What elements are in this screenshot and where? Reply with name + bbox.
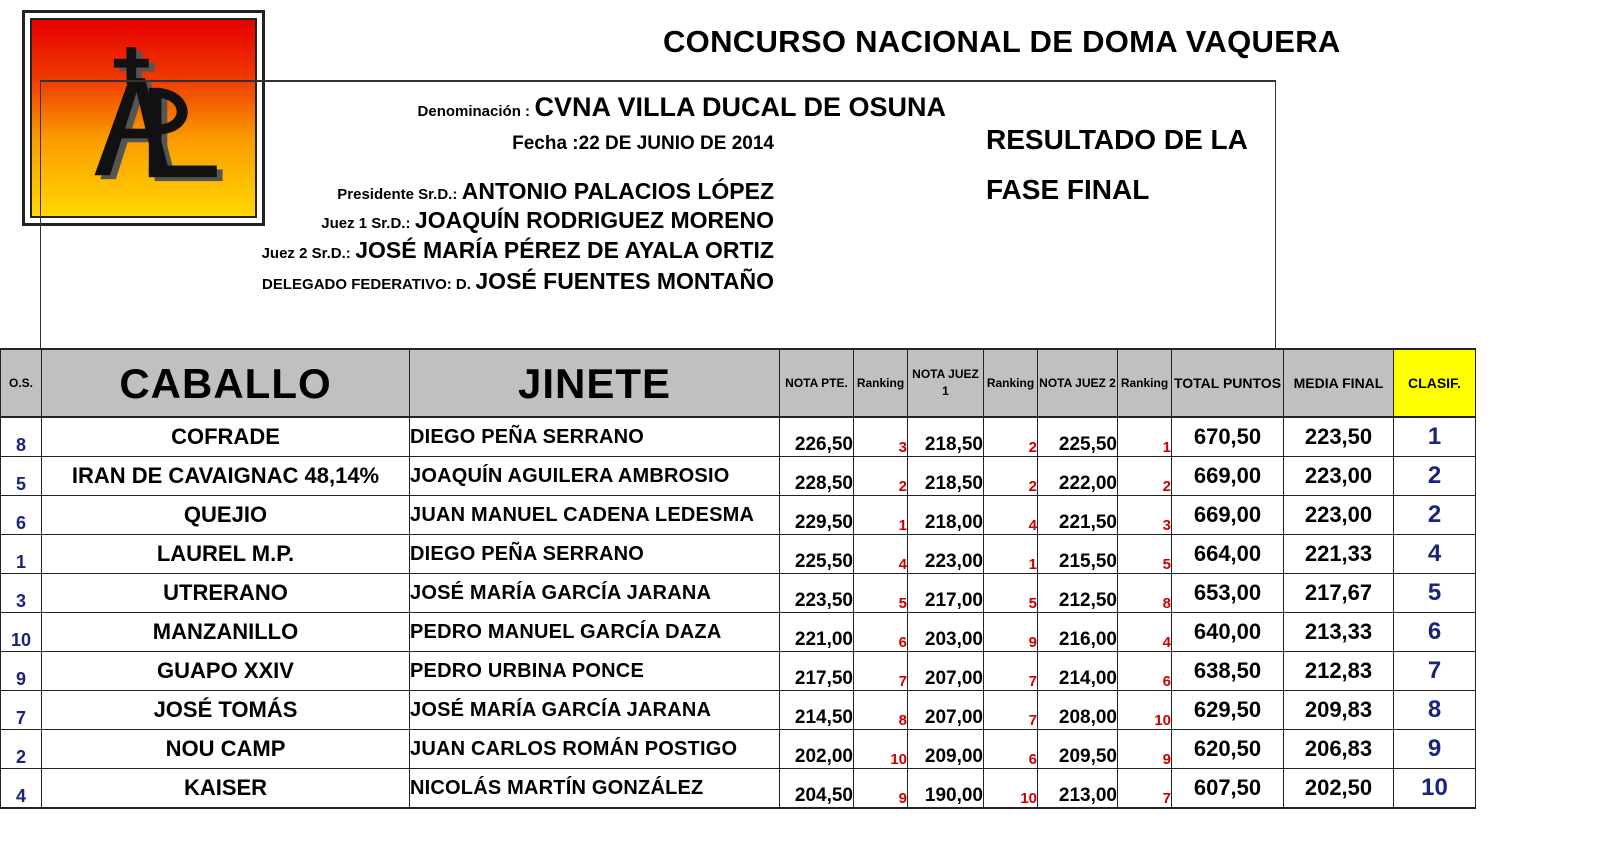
cell-nota-j1: 218,50 <box>908 417 984 457</box>
cell-clasif: 5 <box>1394 574 1476 613</box>
header-os: O.S. <box>1 349 42 417</box>
presidente-line <box>337 178 774 205</box>
juez1-label: Juez 1 Sr.D.: <box>321 215 411 232</box>
cell-nota-pte: 229,50 <box>780 496 854 535</box>
header-clasif: CLASIF. <box>1394 349 1476 417</box>
cell-media: 223,00 <box>1284 457 1394 496</box>
cell-os: 3 <box>1 574 42 613</box>
cell-jinete: JOAQUÍN AGUILERA AMBROSIO <box>410 457 780 496</box>
cell-rank-j2: 8 <box>1118 574 1172 613</box>
cell-rank-j1: 5 <box>984 574 1038 613</box>
cell-nota-pte: 204,50 <box>780 769 854 809</box>
cell-rank-j2: 6 <box>1118 652 1172 691</box>
cell-nota-j1: 207,00 <box>908 652 984 691</box>
cell-nota-j1: 217,00 <box>908 574 984 613</box>
table-header-row <box>1 349 1476 417</box>
cell-os: 4 <box>1 769 42 809</box>
table-row <box>1 417 1476 457</box>
delegado-value: JOSÉ FUENTES MONTAÑO <box>475 268 774 294</box>
fecha: Fecha :22 DE JUNIO DE 2014 <box>512 133 774 154</box>
cell-rank-j1: 1 <box>984 535 1038 574</box>
cell-nota-pte: 223,50 <box>780 574 854 613</box>
cell-total: 607,50 <box>1172 769 1284 809</box>
cell-rank-pte: 4 <box>854 535 908 574</box>
presidente-value: ANTONIO PALACIOS LÓPEZ <box>461 178 774 204</box>
cell-clasif: 2 <box>1394 457 1476 496</box>
table-row <box>1 652 1476 691</box>
cell-rank-j1: 2 <box>984 457 1038 496</box>
cell-media: 217,67 <box>1284 574 1394 613</box>
cell-nota-pte: 214,50 <box>780 691 854 730</box>
cell-total: 620,50 <box>1172 730 1284 769</box>
cell-total: 653,00 <box>1172 574 1284 613</box>
cell-rank-j2: 4 <box>1118 613 1172 652</box>
cell-caballo: QUEJIO <box>42 496 410 535</box>
cell-rank-pte: 1 <box>854 496 908 535</box>
cell-nota-j1: 218,50 <box>908 457 984 496</box>
juez1-line <box>321 207 774 234</box>
delegado-line <box>262 268 774 295</box>
juez2-label: Juez 2 Sr.D.: <box>261 245 351 262</box>
cell-rank-j2: 5 <box>1118 535 1172 574</box>
cell-media: 223,50 <box>1284 417 1394 457</box>
header-ranking-juez1: Ranking <box>984 349 1038 417</box>
cell-nota-j2: 216,00 <box>1038 613 1118 652</box>
cell-rank-pte: 10 <box>854 730 908 769</box>
cell-caballo: COFRADE <box>42 417 410 457</box>
table-row <box>1 535 1476 574</box>
cell-rank-pte: 3 <box>854 417 908 457</box>
cell-media: 221,33 <box>1284 535 1394 574</box>
header-nota-juez2: NOTA JUEZ 2 <box>1038 349 1118 417</box>
header-nota-juez1: NOTA JUEZ 1 <box>908 349 984 417</box>
cell-clasif: 6 <box>1394 613 1476 652</box>
denominacion-line <box>418 92 946 123</box>
juez2-line <box>262 237 774 264</box>
cell-rank-j1: 6 <box>984 730 1038 769</box>
cell-jinete: JUAN MANUEL CADENA LEDESMA <box>410 496 780 535</box>
cell-caballo: KAISER <box>42 769 410 809</box>
delegado-label: DELEGADO FEDERATIVO: D. <box>262 276 471 293</box>
cell-caballo: NOU CAMP <box>42 730 410 769</box>
results-table <box>0 348 1476 809</box>
cell-os: 10 <box>1 613 42 652</box>
cell-nota-pte: 225,50 <box>780 535 854 574</box>
header-caballo: CABALLO <box>42 349 410 417</box>
cell-total: 629,50 <box>1172 691 1284 730</box>
cell-os: 8 <box>1 417 42 457</box>
cell-nota-pte: 228,50 <box>780 457 854 496</box>
cell-media: 202,50 <box>1284 769 1394 809</box>
cell-rank-j2: 9 <box>1118 730 1172 769</box>
cell-jinete: PEDRO URBINA PONCE <box>410 652 780 691</box>
cell-os: 9 <box>1 652 42 691</box>
cell-total: 669,00 <box>1172 496 1284 535</box>
cell-media: 223,00 <box>1284 496 1394 535</box>
cell-nota-j2: 222,00 <box>1038 457 1118 496</box>
cell-os: 7 <box>1 691 42 730</box>
presidente-label: Presidente Sr.D.: <box>337 186 458 203</box>
cell-media: 206,83 <box>1284 730 1394 769</box>
cell-nota-pte: 221,00 <box>780 613 854 652</box>
table-row <box>1 574 1476 613</box>
cell-caballo: MANZANILLO <box>42 613 410 652</box>
cell-rank-j2: 7 <box>1118 769 1172 809</box>
cell-jinete: NICOLÁS MARTÍN GONZÁLEZ <box>410 769 780 809</box>
cell-nota-j2: 221,50 <box>1038 496 1118 535</box>
cell-nota-j1: 207,00 <box>908 691 984 730</box>
cell-nota-j2: 209,50 <box>1038 730 1118 769</box>
cell-os: 1 <box>1 535 42 574</box>
cell-rank-j1: 4 <box>984 496 1038 535</box>
cell-rank-j2: 10 <box>1118 691 1172 730</box>
table-row <box>1 613 1476 652</box>
cell-nota-pte: 202,00 <box>780 730 854 769</box>
cell-nota-pte: 226,50 <box>780 417 854 457</box>
cell-nota-j1: 203,00 <box>908 613 984 652</box>
result-title-line1: RESULTADO DE LA <box>986 124 1248 155</box>
header-media-final: MEDIA FINAL <box>1284 349 1394 417</box>
header-ranking-pte: Ranking <box>854 349 908 417</box>
cell-total: 640,00 <box>1172 613 1284 652</box>
cell-clasif: 2 <box>1394 496 1476 535</box>
header-total-puntos: TOTAL PUNTOS <box>1172 349 1284 417</box>
juez2-value: JOSÉ MARÍA PÉREZ DE AYALA ORTIZ <box>355 237 774 263</box>
cell-clasif: 9 <box>1394 730 1476 769</box>
cell-nota-j2: 215,50 <box>1038 535 1118 574</box>
header-jinete: JINETE <box>410 349 780 417</box>
table-row <box>1 769 1476 809</box>
cell-rank-j1: 9 <box>984 613 1038 652</box>
cell-rank-j1: 2 <box>984 417 1038 457</box>
cell-rank-pte: 7 <box>854 652 908 691</box>
cell-clasif: 10 <box>1394 769 1476 809</box>
cell-caballo: UTRERANO <box>42 574 410 613</box>
cell-rank-pte: 5 <box>854 574 908 613</box>
cell-clasif: 1 <box>1394 417 1476 457</box>
cell-rank-pte: 8 <box>854 691 908 730</box>
cell-nota-j1: 223,00 <box>908 535 984 574</box>
cell-nota-j1: 209,00 <box>908 730 984 769</box>
cell-rank-pte: 2 <box>854 457 908 496</box>
cell-total: 670,50 <box>1172 417 1284 457</box>
cell-rank-j2: 1 <box>1118 417 1172 457</box>
cell-jinete: DIEGO PEÑA SERRANO <box>410 535 780 574</box>
page-title: CONCURSO NACIONAL DE DOMA VAQUERA <box>663 24 1341 59</box>
cell-caballo: GUAPO XXIV <box>42 652 410 691</box>
cell-os: 6 <box>1 496 42 535</box>
cell-caballo: JOSÉ TOMÁS <box>42 691 410 730</box>
cell-media: 213,33 <box>1284 613 1394 652</box>
cell-rank-j2: 2 <box>1118 457 1172 496</box>
cell-nota-j2: 214,00 <box>1038 652 1118 691</box>
cell-rank-j1: 7 <box>984 691 1038 730</box>
cell-total: 638,50 <box>1172 652 1284 691</box>
cell-jinete: JOSÉ MARÍA GARCÍA JARANA <box>410 574 780 613</box>
cell-clasif: 4 <box>1394 535 1476 574</box>
cell-nota-pte: 217,50 <box>780 652 854 691</box>
cell-nota-j2: 213,00 <box>1038 769 1118 809</box>
cell-rank-j1: 10 <box>984 769 1038 809</box>
cell-caballo: LAUREL M.P. <box>42 535 410 574</box>
cell-media: 209,83 <box>1284 691 1394 730</box>
cell-jinete: DIEGO PEÑA SERRANO <box>410 417 780 457</box>
table-row <box>1 496 1476 535</box>
cell-os: 2 <box>1 730 42 769</box>
header-ranking-juez2: Ranking <box>1118 349 1172 417</box>
cell-rank-pte: 6 <box>854 613 908 652</box>
cell-os: 5 <box>1 457 42 496</box>
cell-rank-j2: 3 <box>1118 496 1172 535</box>
cell-nota-j2: 212,50 <box>1038 574 1118 613</box>
header-nota-pte: NOTA PTE. <box>780 349 854 417</box>
table-row <box>1 691 1476 730</box>
cell-total: 664,00 <box>1172 535 1284 574</box>
denominacion-label: Denominación : <box>417 103 531 120</box>
result-title-line2: FASE FINAL <box>986 174 1150 205</box>
cell-rank-pte: 9 <box>854 769 908 809</box>
cell-clasif: 7 <box>1394 652 1476 691</box>
cell-nota-j1: 218,00 <box>908 496 984 535</box>
table-row <box>1 457 1476 496</box>
cell-jinete: PEDRO MANUEL GARCÍA DAZA <box>410 613 780 652</box>
cell-nota-j1: 190,00 <box>908 769 984 809</box>
cell-jinete: JUAN CARLOS ROMÁN POSTIGO <box>410 730 780 769</box>
juez1-value: JOAQUÍN RODRIGUEZ MORENO <box>414 207 774 233</box>
cell-rank-j1: 7 <box>984 652 1038 691</box>
cell-clasif: 8 <box>1394 691 1476 730</box>
cell-nota-j2: 208,00 <box>1038 691 1118 730</box>
cell-jinete: JOSÉ MARÍA GARCÍA JARANA <box>410 691 780 730</box>
cell-nota-j2: 225,50 <box>1038 417 1118 457</box>
cell-caballo: IRAN DE CAVAIGNAC 48,14% <box>42 457 410 496</box>
table-row <box>1 730 1476 769</box>
cell-total: 669,00 <box>1172 457 1284 496</box>
cell-media: 212,83 <box>1284 652 1394 691</box>
denominacion-value: CVNA VILLA DUCAL DE OSUNA <box>534 92 946 122</box>
